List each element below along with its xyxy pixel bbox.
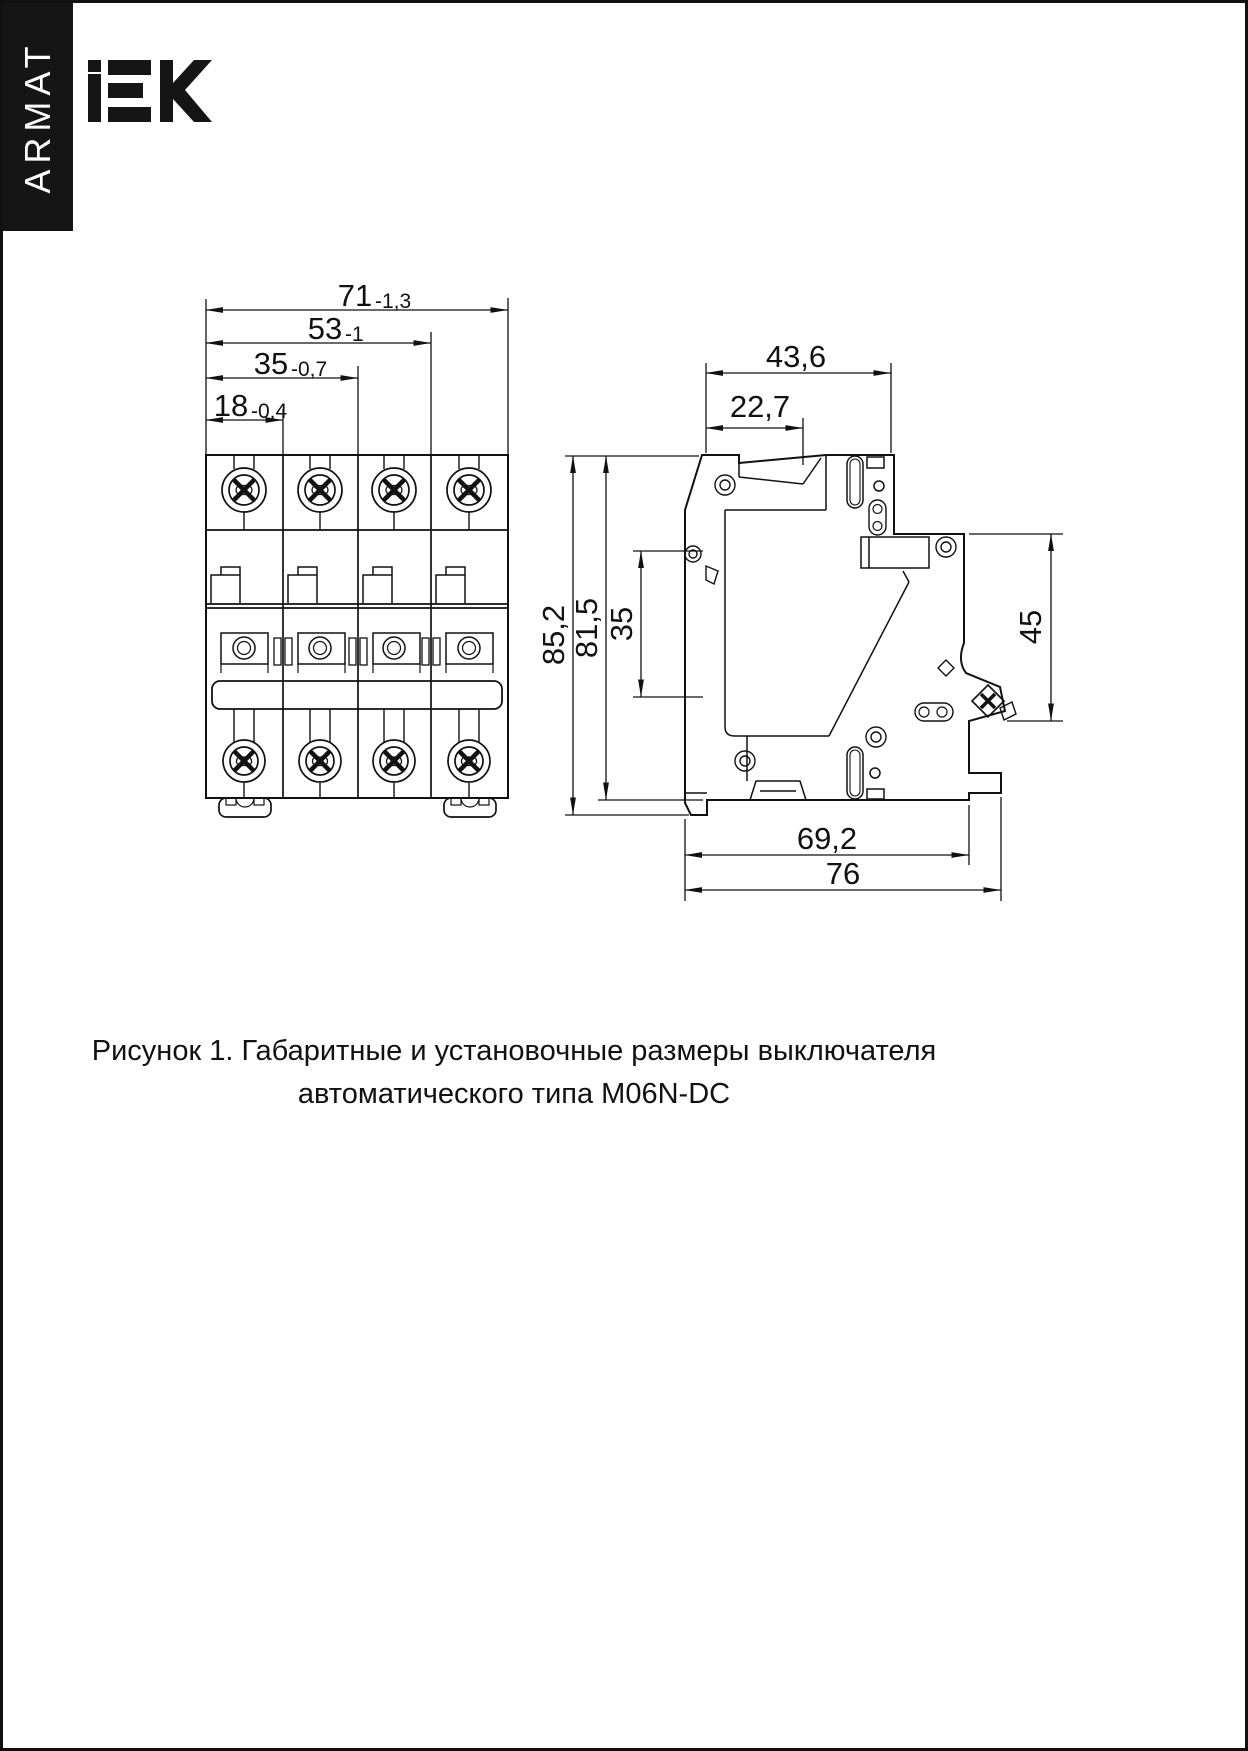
- front-pole-link-pins: [274, 638, 440, 665]
- front-dim-35: 35: [253, 346, 289, 381]
- front-bottom-terminal-screws: [223, 709, 490, 798]
- front-top-terminal-screws: [222, 455, 491, 530]
- front-indicator-tabs: [211, 567, 465, 603]
- dimension-drawing: [3, 3, 1248, 1751]
- figure-caption-line1: Рисунок 1. Габаритные и установочные размеры выключателя: [91, 1035, 937, 1067]
- front-dim-71: 71: [337, 278, 373, 313]
- side-dim-81-5: 81,5: [569, 597, 604, 659]
- side-dim-35: 35: [604, 606, 639, 642]
- front-dim-53-tolerance: -1: [345, 323, 364, 346]
- front-mounting-feet: [219, 798, 496, 817]
- side-dim-85-2: 85,2: [536, 604, 571, 666]
- front-dim-53: 53: [307, 311, 343, 346]
- side-dim-45: 45: [1013, 609, 1048, 645]
- figure-caption: [78, 1030, 950, 1116]
- front-dim-35-tolerance: -0,7: [291, 358, 328, 381]
- side-dim-43-6: 43,6: [765, 339, 827, 374]
- side-dimension-lines: [573, 373, 1051, 890]
- front-dim-71-tolerance: -1,3: [375, 290, 412, 313]
- side-view-inner-lines: [685, 455, 909, 800]
- front-view-body: [206, 455, 508, 817]
- side-dim-22-7: 22,7: [729, 389, 791, 424]
- front-extension-lines: [206, 298, 508, 455]
- side-dim-76: 76: [825, 856, 861, 891]
- brand-vertical-text: ARMAT: [17, 40, 58, 194]
- front-dim-18-tolerance: -0,4: [251, 400, 288, 423]
- figure-caption-line2: автоматического типа M06N-DC: [297, 1078, 731, 1110]
- side-view-drawing: [536, 339, 1063, 901]
- front-view-drawing: [206, 278, 508, 817]
- front-handle-tie-bar: [212, 681, 502, 709]
- side-view-details: [685, 456, 1016, 799]
- front-handle-panels: [221, 633, 493, 673]
- front-dim-18: 18: [213, 388, 249, 423]
- side-dim-69-2: 69,2: [796, 821, 858, 856]
- side-view-body-outline: [685, 455, 1005, 815]
